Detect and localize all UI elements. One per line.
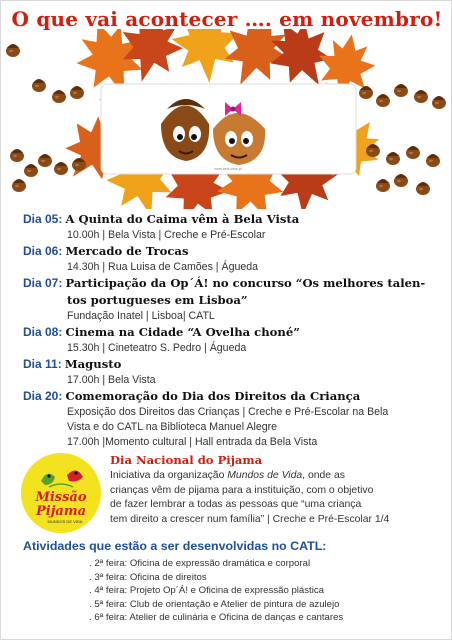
- event-detail: Vista e do CATL na Biblioteca Manuel Alegre: [67, 421, 278, 433]
- activity-item: . 2ª feira: Oficina de expressão dramática e corporal: [89, 558, 311, 569]
- activity-item: . 5ª feira: Club de orientação e Atelier de pintura de azulejo: [89, 598, 340, 610]
- event-title: Mercado de Trocas: [65, 244, 189, 258]
- event-day: Dia 07:: [23, 276, 63, 290]
- event-item: [23, 388, 443, 450]
- event-detail: 17.00h | Bela Vista: [67, 374, 156, 386]
- event-title: Cinema na Cidade “A Ovelha choné”: [65, 325, 300, 339]
- event-detail: Exposição dos Direitos das Crianças | Creche e Pré-Escolar na Bela: [67, 406, 389, 418]
- event-day: Dia 20:: [23, 389, 63, 403]
- event-title: Magusto: [64, 357, 122, 371]
- event-detail: 14.30h | Rua Luisa de Camões | Águeda: [67, 261, 259, 273]
- event-day: Dia 05:: [23, 212, 63, 226]
- event-item: [23, 356, 443, 388]
- logo-word-1: Missão: [35, 490, 87, 505]
- activities-heading: Atividades que estão a ser desenvolvidas no CATL:: [23, 539, 327, 553]
- pijama-text-line: crianças vêm de pijama para a instituição, com o objetivo: [110, 484, 374, 496]
- activity-item: . 3ª feira: Oficina de direitos: [89, 571, 207, 583]
- pijama-description: [110, 469, 450, 527]
- event-day: Dia 08:: [23, 325, 63, 339]
- event-detail: Fundação Inatel | Lisboa| CATL: [67, 310, 215, 322]
- event-title: Participação da Op´Á! no concurso “Os melhores talen-: [65, 276, 426, 290]
- event-item: [23, 211, 443, 243]
- activity-item: . 4ª feira: Projeto Op´Á! e Oficina de expressão plástica: [89, 585, 324, 597]
- pijama-title: Dia Nacional do Pijama: [110, 453, 263, 467]
- event-item: [23, 275, 443, 324]
- event-detail: 17.00h |Momento cultural | Hall entrada da Bela Vista: [67, 436, 318, 448]
- logo-subtitle: MUNDOS DE VIDA: [47, 519, 83, 524]
- pijama-text-line: tem direito a crescer num família” | Creche e Pré-Escolar 1/4: [110, 513, 390, 525]
- event-item: [23, 324, 443, 356]
- autumn-banner: [1, 29, 452, 209]
- event-day: Dia 06:: [23, 244, 63, 258]
- event-title-continued: tos portugueses em Lisboa”: [67, 293, 248, 307]
- pijama-section: [17, 451, 447, 537]
- pijama-text-line: de fazer lembrar a todas as pessoas que “uma criança: [110, 499, 362, 510]
- event-title: Comemoração do Dia dos Direitos da Criança: [65, 389, 361, 403]
- events-list: [23, 211, 443, 450]
- missao-pijama-logo: [19, 451, 103, 535]
- event-title: A Quinta do Caima vêm à Bela Vista: [65, 212, 300, 226]
- page-title: O que vai acontecer …. em novembro!: [11, 7, 443, 31]
- activity-item: . 6ª feira: Atelier de culinária e Oficina de danças e cantares: [89, 612, 344, 624]
- logo-word-2: Pijama: [35, 504, 87, 519]
- activities-list: [89, 557, 343, 625]
- organization-name: Mundos de Vida: [227, 470, 303, 481]
- banner-caption: www.bela-vista.pt: [214, 167, 242, 171]
- pijama-text-line: , onde as: [302, 470, 345, 481]
- event-item: [23, 243, 443, 275]
- event-detail: 15.30h | Cineteatro S. Pedro | Águeda: [67, 342, 247, 354]
- event-day: Dia 11:: [23, 357, 62, 371]
- pijama-text-line: Iniciativa da organização: [110, 470, 228, 481]
- event-detail: 10.00h | Bela Vista | Creche e Pré-Escolar: [67, 229, 266, 241]
